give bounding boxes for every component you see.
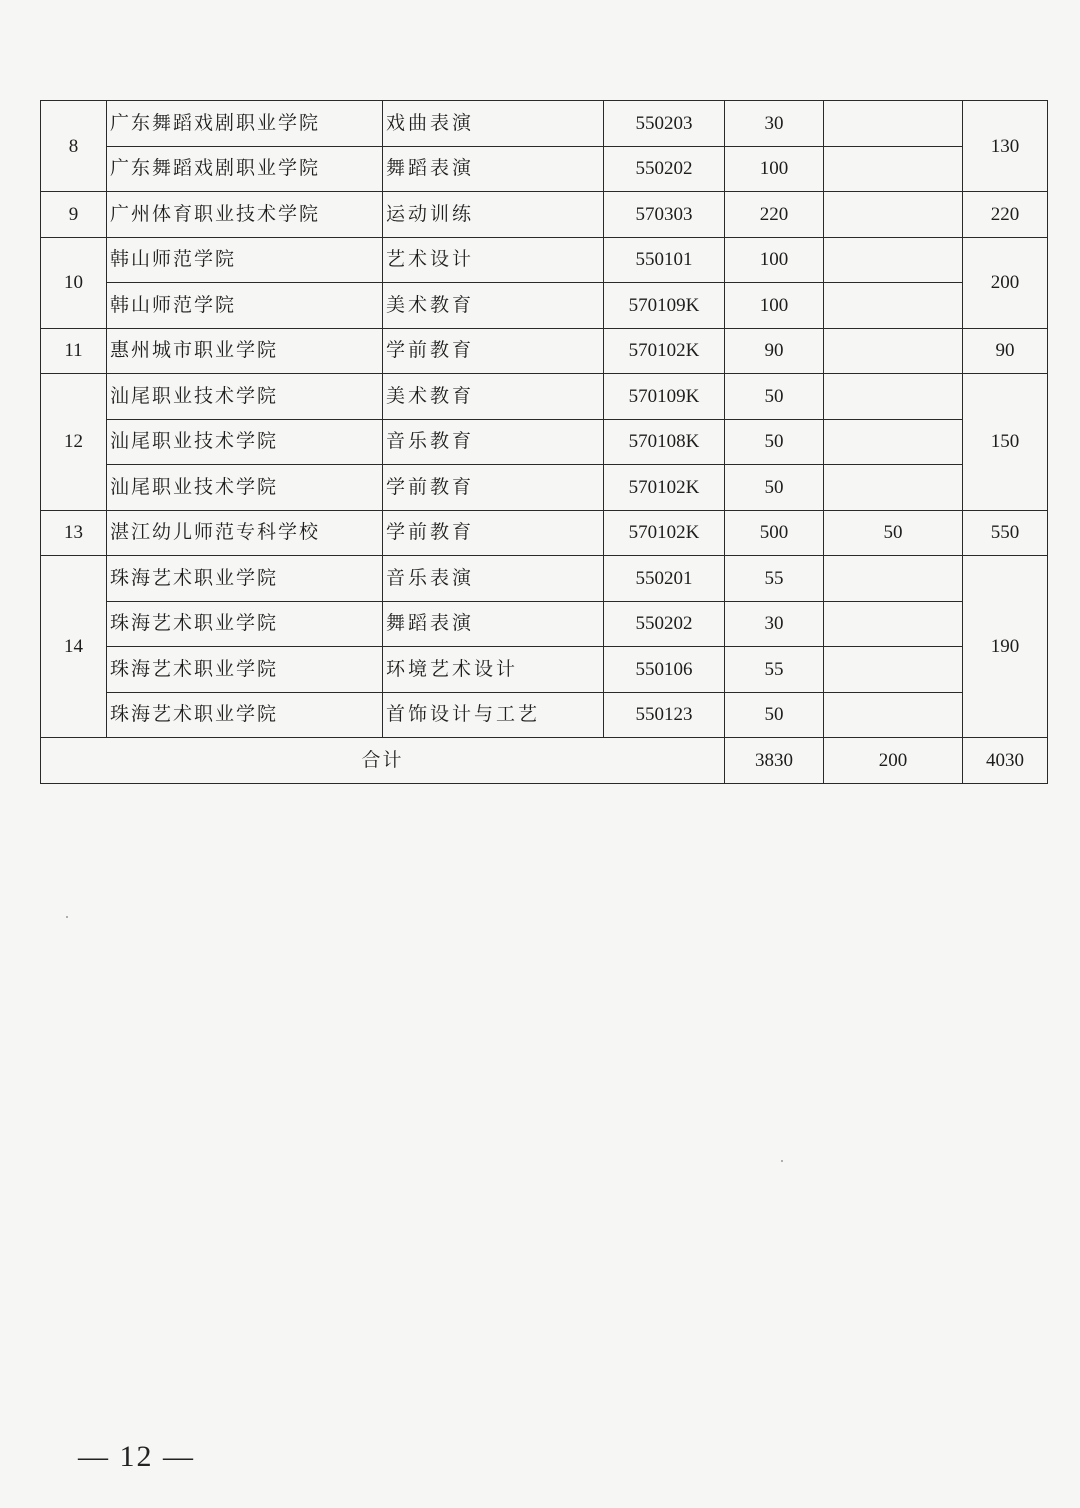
- quota-count: 55: [725, 647, 824, 693]
- school-total: 550: [963, 510, 1048, 556]
- school-name: 广东舞蹈戏剧职业学院: [107, 101, 383, 147]
- major-name: 学前教育: [383, 328, 604, 374]
- table-row: [41, 328, 1048, 374]
- table-row: [41, 601, 1048, 647]
- school-name: 广州体育职业技术学院: [107, 192, 383, 238]
- summary-row: [41, 738, 1048, 784]
- table-row: [41, 419, 1048, 465]
- extra-quota: [824, 101, 963, 147]
- table-row: [41, 283, 1048, 329]
- school-name: 珠海艺术职业学院: [107, 556, 383, 602]
- major-code: 570303: [604, 192, 725, 238]
- summary-quota-count: 3830: [725, 738, 824, 784]
- major-name: 音乐表演: [383, 556, 604, 602]
- quota-count: 100: [725, 283, 824, 329]
- major-code: 550202: [604, 146, 725, 192]
- school-total: 190: [963, 556, 1048, 738]
- table-row: [41, 510, 1048, 556]
- quota-count: 30: [725, 601, 824, 647]
- school-name: 汕尾职业技术学院: [107, 374, 383, 420]
- table-row: [41, 374, 1048, 420]
- extra-quota: [824, 237, 963, 283]
- quota-count: 50: [725, 374, 824, 420]
- major-name: 学前教育: [383, 510, 604, 556]
- table-row: [41, 146, 1048, 192]
- major-code: 550202: [604, 601, 725, 647]
- table-row: [41, 556, 1048, 602]
- quota-count: 30: [725, 101, 824, 147]
- major-name: 戏曲表演: [383, 101, 604, 147]
- major-code: 570102K: [604, 510, 725, 556]
- school-total: 130: [963, 101, 1048, 192]
- table-row: [41, 465, 1048, 511]
- major-code: 570109K: [604, 283, 725, 329]
- major-name: 艺术设计: [383, 237, 604, 283]
- major-name: 运动训练: [383, 192, 604, 238]
- major-name: 舞蹈表演: [383, 601, 604, 647]
- major-code: 570102K: [604, 328, 725, 374]
- quota-count: 500: [725, 510, 824, 556]
- school-name: 湛江幼儿师范专科学校: [107, 510, 383, 556]
- major-name: 环境艺术设计: [383, 647, 604, 693]
- quota-count: 100: [725, 237, 824, 283]
- row-number: 10: [41, 237, 107, 328]
- quota-count: 100: [725, 146, 824, 192]
- school-name: 汕尾职业技术学院: [107, 465, 383, 511]
- table-row: [41, 101, 1048, 147]
- extra-quota: [824, 465, 963, 511]
- major-name: 首饰设计与工艺: [383, 692, 604, 738]
- extra-quota: [824, 146, 963, 192]
- extra-quota: [824, 601, 963, 647]
- extra-quota: [824, 556, 963, 602]
- school-total: 90: [963, 328, 1048, 374]
- enrollment-quota-table: [40, 100, 1048, 784]
- row-number: 11: [41, 328, 107, 374]
- school-name: 珠海艺术职业学院: [107, 601, 383, 647]
- school-name: 广东舞蹈戏剧职业学院: [107, 146, 383, 192]
- school-total: 150: [963, 374, 1048, 511]
- quota-count: 50: [725, 419, 824, 465]
- table-row: [41, 647, 1048, 693]
- quota-count: 50: [725, 465, 824, 511]
- extra-quota: [824, 647, 963, 693]
- quota-count: 220: [725, 192, 824, 238]
- row-number: 8: [41, 101, 107, 192]
- major-code: 550203: [604, 101, 725, 147]
- summary-label: 合计: [41, 738, 725, 784]
- school-name: 韩山师范学院: [107, 237, 383, 283]
- major-code: 550123: [604, 692, 725, 738]
- major-name: 美术教育: [383, 374, 604, 420]
- scan-speck: [781, 1160, 783, 1162]
- major-code: 570108K: [604, 419, 725, 465]
- quota-count: 55: [725, 556, 824, 602]
- summary-extra-quota: 200: [824, 738, 963, 784]
- school-name: 惠州城市职业学院: [107, 328, 383, 374]
- major-name: 美术教育: [383, 283, 604, 329]
- school-total: 220: [963, 192, 1048, 238]
- scan-speck: [66, 916, 68, 918]
- quota-count: 50: [725, 692, 824, 738]
- row-number: 12: [41, 374, 107, 511]
- major-code: 550201: [604, 556, 725, 602]
- row-number: 14: [41, 556, 107, 738]
- major-name: 音乐教育: [383, 419, 604, 465]
- extra-quota: [824, 419, 963, 465]
- extra-quota: [824, 328, 963, 374]
- row-number: 9: [41, 192, 107, 238]
- school-name: 汕尾职业技术学院: [107, 419, 383, 465]
- quota-count: 90: [725, 328, 824, 374]
- major-code: 570102K: [604, 465, 725, 511]
- major-code: 570109K: [604, 374, 725, 420]
- extra-quota: [824, 283, 963, 329]
- extra-quota: 50: [824, 510, 963, 556]
- page-number: — 12 —: [78, 1440, 195, 1473]
- major-code: 550101: [604, 237, 725, 283]
- school-name: 珠海艺术职业学院: [107, 647, 383, 693]
- school-total: 200: [963, 237, 1048, 328]
- extra-quota: [824, 192, 963, 238]
- major-name: 舞蹈表演: [383, 146, 604, 192]
- table-row: [41, 192, 1048, 238]
- summary-grand-total: 4030: [963, 738, 1048, 784]
- major-code: 550106: [604, 647, 725, 693]
- extra-quota: [824, 692, 963, 738]
- major-name: 学前教育: [383, 465, 604, 511]
- school-name: 韩山师范学院: [107, 283, 383, 329]
- row-number: 13: [41, 510, 107, 556]
- extra-quota: [824, 374, 963, 420]
- table-row: [41, 692, 1048, 738]
- table-row: [41, 237, 1048, 283]
- school-name: 珠海艺术职业学院: [107, 692, 383, 738]
